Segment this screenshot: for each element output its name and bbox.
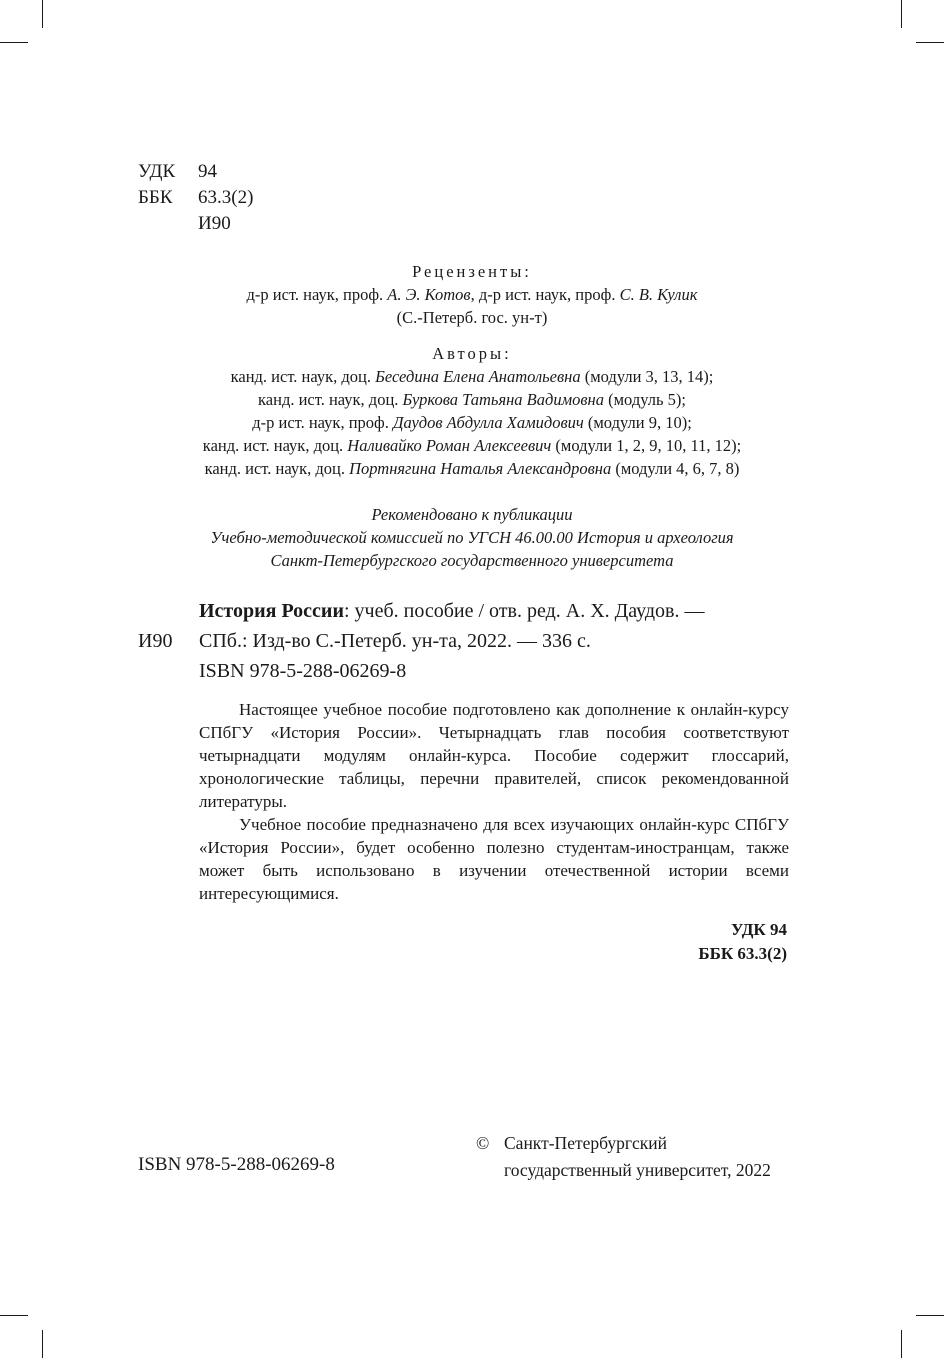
recommendation-line: Рекомендовано к публикации — [371, 505, 573, 524]
recommendation-block — [0, 503, 944, 572]
bbk-value: 63.3(2) — [198, 187, 254, 208]
copyright-line: государственный университет, 2022 — [504, 1160, 771, 1180]
crop-mark — [0, 42, 28, 43]
authors-heading: Авторы: — [432, 344, 512, 363]
recommendation-line: Учебно-методической комиссией по УГСН 46.00.00 История и археология — [210, 528, 734, 547]
author-item: канд. ист. наук, доц. Буркова Татьяна Вадимовна (модуль 5); — [258, 390, 686, 409]
reviewers-line: д-р ист. наук, проф. А. Э. Котов, д-р ист. наук, проф. С. В. Кулик — [246, 285, 698, 304]
abstract-paragraph: Учебное пособие предназначено для всех изучающих онлайн-курс СПбГУ «История России», будет особенно полезно студентам-иностранцам, также может быть использовано в изучении отечественной истории всеми интересующимися. — [199, 815, 789, 903]
reviewers-heading: Рецензенты: — [412, 262, 532, 281]
author-item: канд. ист. наук, доц. Беседина Елена Анатольевна (модули 3, 13, 14); — [230, 367, 714, 386]
book-title: История России — [199, 600, 344, 622]
author-item: канд. ист. наук, доц. Наливайко Роман Алексеевич (модули 1, 2, 9, 10, 11, 12); — [202, 436, 742, 455]
udk-label: УДК — [138, 161, 176, 182]
bibliographic-record — [199, 596, 789, 686]
classification-codes — [138, 159, 253, 237]
copyright-block — [476, 1130, 771, 1184]
udk-value: 94 — [198, 161, 217, 182]
crop-mark — [42, 1330, 43, 1358]
copyright-icon: © — [476, 1133, 490, 1153]
abstract — [199, 698, 789, 905]
author-item: д-р ист. наук, проф. Даудов Абдулла Хамидович (модули 9, 10); — [252, 413, 692, 432]
final-bbk: ББК 63.3(2) — [698, 944, 787, 963]
bibliography-code: И90 — [138, 630, 173, 652]
bibliography-isbn: ISBN 978-5-288-06269-8 — [199, 660, 407, 682]
authors-block — [0, 342, 944, 480]
crop-mark — [916, 1315, 944, 1316]
final-codes — [698, 918, 787, 966]
crop-mark — [901, 0, 902, 28]
crop-mark — [916, 42, 944, 43]
bibliography-publisher: СПб.: Изд-во С.-Петерб. ун-та, 2022. — 336 с. — [199, 630, 591, 652]
isbn-bottom: ISBN 978-5-288-06269-8 — [138, 1154, 335, 1175]
final-udk: УДК 94 — [730, 920, 787, 939]
bibliography-title-line: История России: учеб. пособие / отв. ред. А. Х. Даудов. — — [199, 600, 705, 622]
reviewers-block — [0, 260, 944, 329]
bbk-label: ББК — [138, 187, 173, 208]
reviewers-affiliation: (С.-Петерб. гос. ун-т) — [396, 308, 548, 327]
crop-mark — [0, 1315, 28, 1316]
abstract-paragraph: Настоящее учебное пособие подготовлено как дополнение к онлайн-курсу СПбГУ «История России». Четырнадцать глав пособия соответствуют четырнадцати модулям онлайн-курса. Пособие содержит глоссарий, хронологические таблицы, перечни правителей, список рекомендованной литературы. — [199, 700, 789, 811]
author-item: канд. ист. наук, доц. Портнягина Наталья Александровна (модули 4, 6, 7, 8) — [204, 459, 740, 478]
crop-mark — [42, 0, 43, 28]
author-mark: И90 — [198, 213, 231, 234]
copyright-line: Санкт-Петербургский — [504, 1133, 668, 1153]
crop-mark — [901, 1330, 902, 1358]
recommendation-line: Санкт-Петербургского государственного университета — [270, 551, 674, 570]
